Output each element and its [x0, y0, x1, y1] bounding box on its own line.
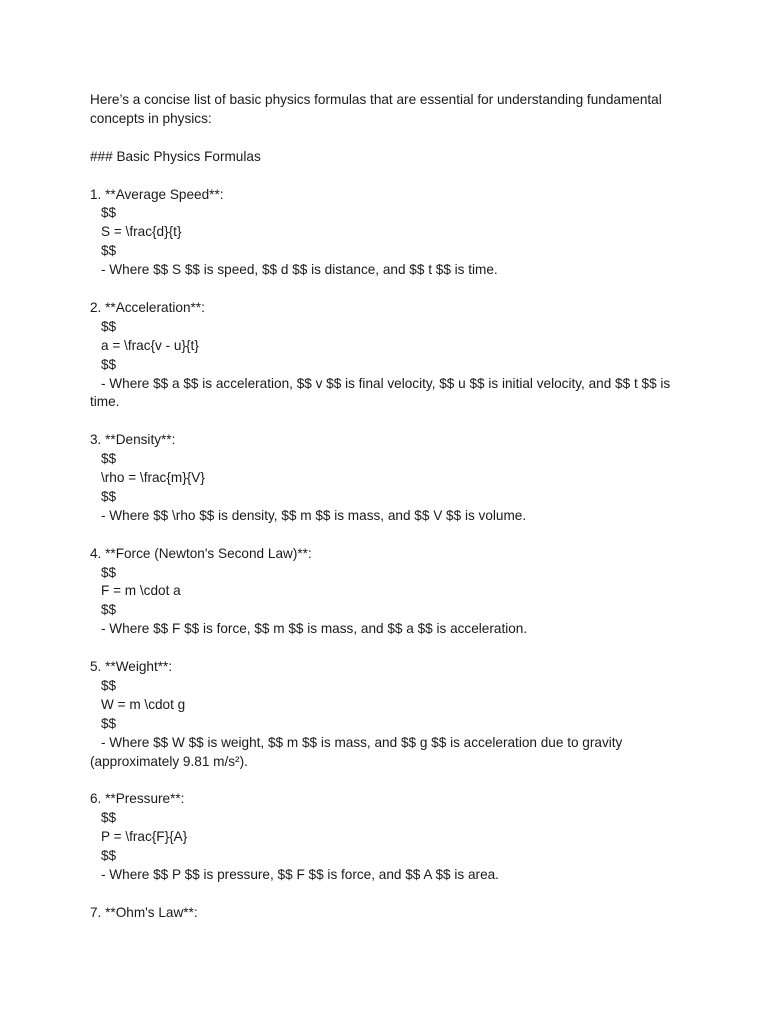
formula-description: - Where $$ \rho $$ is density, $$ m $$ is mass, and $$ V $$ is volume. [101, 507, 527, 523]
formula-title: 2. **Acceleration**: [90, 299, 205, 315]
math-delimiter-open: $$ [101, 678, 117, 693]
formula-section-weight [90, 658, 680, 771]
math-delimiter-open: $$ [101, 564, 117, 580]
math-delimiter-open: $$ [101, 810, 117, 826]
formula-expression: a = \frac{v - u}{t} [101, 337, 199, 353]
formula-title: 5. **Weight**: [90, 659, 173, 675]
formula-expression: P = \frac{F}{A} [101, 829, 188, 845]
spacer [90, 526, 680, 545]
formula-section-average-speed [90, 186, 680, 281]
spacer [90, 772, 680, 791]
formula-section-density [90, 431, 680, 526]
formula-section-pressure [90, 790, 680, 885]
formula-expression: W = m \cdot g [101, 696, 186, 712]
formula-description: - Where $$ F $$ is force, $$ m $$ is mass, and $$ a $$ is acceleration. [101, 621, 528, 637]
section-heading: ### Basic Physics Formulas [90, 148, 261, 164]
formula-expression: S = \frac{d}{t} [101, 224, 182, 240]
formula-section-acceleration [90, 299, 680, 412]
formula-section-force [90, 545, 680, 640]
document-page [90, 91, 680, 923]
formula-expression: \rho = \frac{m}{V} [101, 470, 205, 486]
formula-description: - Where $$ a $$ is acceleration, $$ v $$ is final velocity, $$ u $$ is initial velocity, and $$ t $$ is time. [90, 375, 674, 410]
spacer [90, 639, 680, 658]
spacer [90, 129, 680, 148]
spacer [90, 167, 680, 186]
formula-description: - Where $$ P $$ is pressure, $$ F $$ is force, and $$ A $$ is area. [101, 867, 499, 883]
math-delimiter-close: $$ [101, 356, 117, 372]
formula-description: - Where $$ S $$ is speed, $$ d $$ is distance, and $$ t $$ is time. [101, 262, 498, 278]
math-delimiter-open: $$ [101, 205, 117, 221]
formula-title: 4. **Force (Newton's Second Law)**: [90, 545, 312, 561]
spacer [90, 885, 680, 904]
formula-title-ohms-law: 7. **Ohm's Law**: [90, 904, 198, 920]
math-delimiter-close: $$ [101, 243, 117, 259]
intro-paragraph: Here’s a concise list of basic physics formulas that are essential for understanding fundamental concepts in physics: [90, 92, 666, 126]
math-delimiter-open: $$ [101, 451, 117, 467]
math-delimiter-close: $$ [101, 602, 117, 618]
math-delimiter-open: $$ [101, 318, 117, 334]
formula-title: 1. **Average Speed**: [90, 186, 224, 202]
spacer [90, 412, 680, 431]
formula-title: 6. **Pressure**: [90, 791, 185, 807]
formula-title: 3. **Density**: [90, 432, 176, 448]
formula-expression: F = m \cdot a [101, 583, 181, 599]
math-delimiter-close: $$ [101, 715, 117, 731]
math-delimiter-close: $$ [101, 488, 117, 504]
spacer [90, 280, 680, 299]
math-delimiter-close: $$ [101, 848, 117, 864]
formula-description: - Where $$ W $$ is weight, $$ m $$ is mass, and $$ g $$ is acceleration due to gravity (approximately 9.81 m/s²). [90, 734, 627, 769]
